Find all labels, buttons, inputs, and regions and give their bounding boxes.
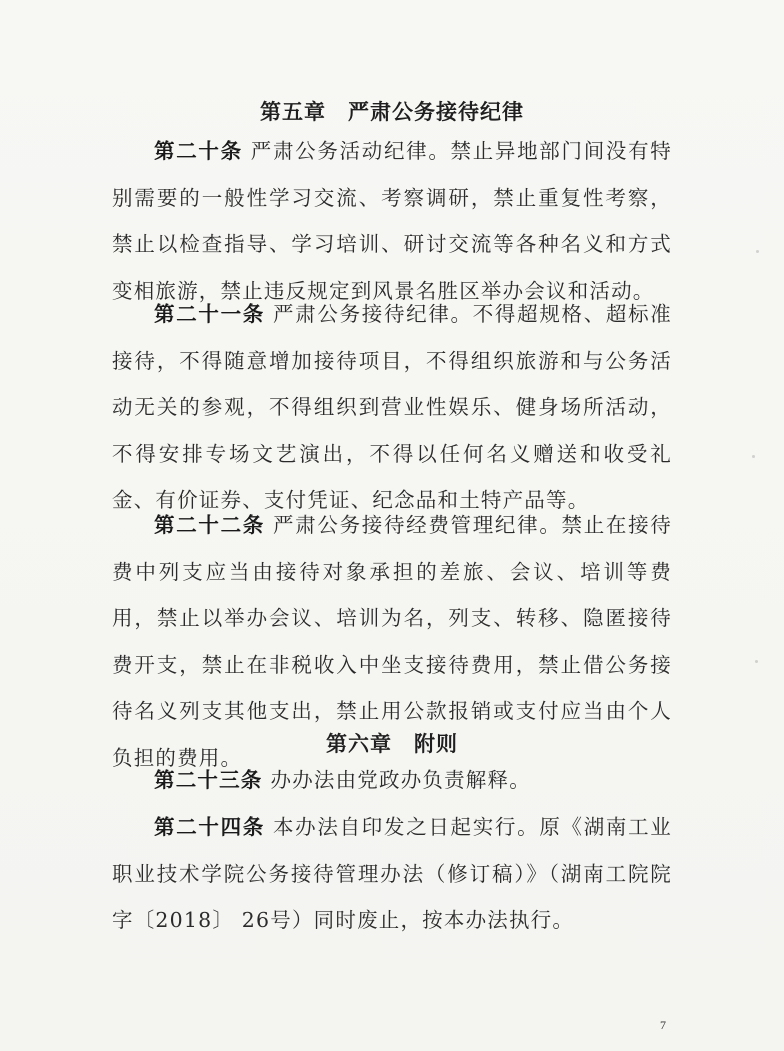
article-23-text: 办办法由党政办负责解释。 xyxy=(270,768,531,792)
scan-speck xyxy=(752,455,755,458)
article-21-text: 严肃公务接待纪律。不得超规格、超标准接待，不得随意增加接待项目，不得组织旅游和与公务活动无关的参观，不得组织到营业性娱乐、健身场所活动，不得安排专场文艺演出，不得以任何名义赠送和收受礼金、有价证券、支付凭证、纪念品和土特产品等。 xyxy=(112,302,672,512)
page-number: 7 xyxy=(660,1018,666,1032)
article-23-label: 第二十三条 xyxy=(154,768,263,792)
chapter-6-heading: 第六章 附则 xyxy=(326,732,458,756)
article-20-paragraph xyxy=(112,128,672,314)
article-24-label: 第二十四条 xyxy=(154,815,265,839)
article-23-paragraph xyxy=(112,757,672,804)
article-24-text: 本办法自印发之日起实行。原《湖南工业职业技术学院公务接待管理办法（修订稿）》（湖南工院院字〔2018〕 26号）同时废止，按本办法执行。 xyxy=(112,815,672,932)
article-20-label: 第二十条 xyxy=(154,139,243,163)
chapter-5-heading: 第五章 严肃公务接待纪律 xyxy=(260,100,524,124)
scan-speck xyxy=(755,660,758,663)
article-21-label: 第二十一条 xyxy=(154,302,265,326)
article-21-paragraph xyxy=(112,291,672,524)
article-22-label: 第二十二条 xyxy=(154,513,265,537)
scan-speck xyxy=(756,250,759,253)
article-20-text: 严肃公务活动纪律。禁止异地部门间没有特别需要的一般性学习交流、考察调研，禁止重复性考察，禁止以检查指导、学习培训、研讨交流等各种名义和方式变相旅游，禁止违反规定到风景名胜区举办会议和活动。 xyxy=(112,139,672,303)
article-24-paragraph xyxy=(112,804,672,944)
article-22-text: 严肃公务接待经费管理纪律。禁止在接待费中列支应当由接待对象承担的差旅、会议、培训等费用，禁止以举办会议、培训为名，列支、转移、隐匿接待费开支，禁止在非税收入中坐支接待费用，禁止借公务接待名义列支其他支出，禁止用公款报销或支付应当由个人负担的费用。 xyxy=(112,513,672,770)
